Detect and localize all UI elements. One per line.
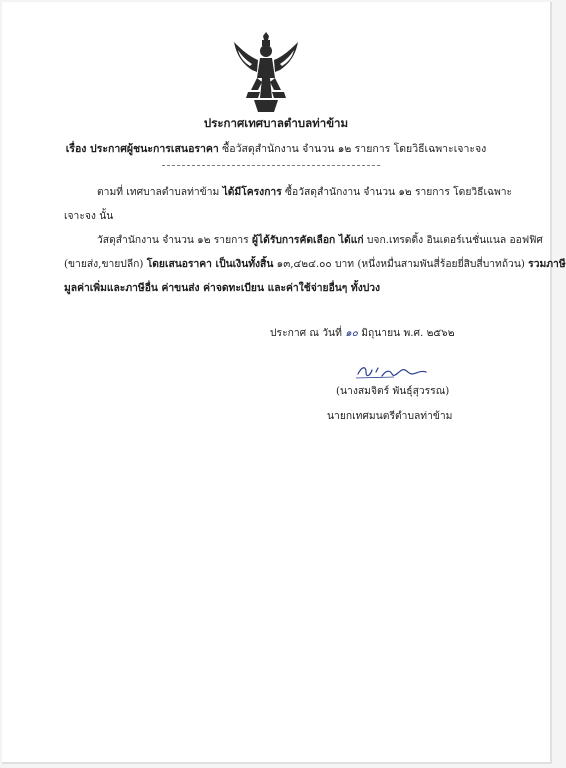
garuda-emblem-icon (230, 32, 302, 114)
signatory-position: นายกเทศมนตรีตำบลท่าข้าม (327, 410, 453, 422)
p2-text-f: ๑๓,๔๒๔.๐๐ บาท (หนึ่งหมื่นสามพันสี่ร้อยยี่สิบสี่บาทถ้วน) (276, 258, 525, 270)
date-day: ๑๐ (345, 327, 358, 339)
p1-text-c: ซื้อวัสดุสำนักงาน จำนวน ๑๒ รายการ โดยวิธีเฉพาะ (285, 186, 513, 198)
subject-text: ซื้อวัสดุสำนักงาน จำนวน ๑๒ รายการ โดยวิธีเฉพาะเจาะจง (222, 143, 487, 155)
handwritten-signature (354, 360, 434, 382)
paragraph-1-line-1 (97, 183, 512, 200)
separator-rule (162, 165, 380, 166)
paragraph-2-line-3: มูลค่าเพิ่มและภาษีอื่น ค่าขนส่ง ค่าจดทะเบียน และค่าใช้จ่ายอื่นๆ ทั้งปวง (64, 282, 381, 294)
date-prefix: ประกาศ ณ วันที่ (270, 327, 342, 339)
paragraph-2-line-1 (97, 231, 543, 248)
announcement-date (270, 324, 455, 341)
paragraph-2-line-2 (64, 255, 566, 272)
subject-line (2, 140, 550, 157)
p2-text-g: รวมภาษี (528, 258, 566, 270)
paragraph-1-line-2: เจาะจง นั้น (64, 210, 114, 222)
date-month-year: มิถุนายน พ.ศ. ๒๕๖๒ (361, 327, 455, 339)
p2-text-b: ผู้ได้รับการคัดเลือก ได้แก่ (251, 234, 364, 246)
p2-text-c: บจก.เทรดดิ้ง อินเตอร์เนชั่นแนล ออฟฟิศ (366, 234, 543, 246)
p1-text-a: ตามที่ เทศบาลตำบลท่าข้าม (97, 186, 220, 198)
p2-text-e: โดยเสนอราคา เป็นเงินทั้งสิ้น (146, 258, 274, 270)
signatory-name: (นางสมจิตร์ พันธุ์สุวรรณ) (336, 385, 450, 397)
p2-text-a: วัสดุสำนักงาน จำนวน ๑๒ รายการ (97, 234, 249, 246)
p2-text-d: (ขายส่ง,ขายปลีก) (64, 258, 144, 270)
p1-text-b: ได้มีโครงการ (222, 186, 282, 198)
subject-label: เรื่อง ประกาศผู้ชนะการเสนอราคา (65, 143, 219, 155)
announcement-title: ประกาศเทศบาลตำบลท่าข้าม (203, 116, 349, 130)
document-page (2, 2, 566, 764)
